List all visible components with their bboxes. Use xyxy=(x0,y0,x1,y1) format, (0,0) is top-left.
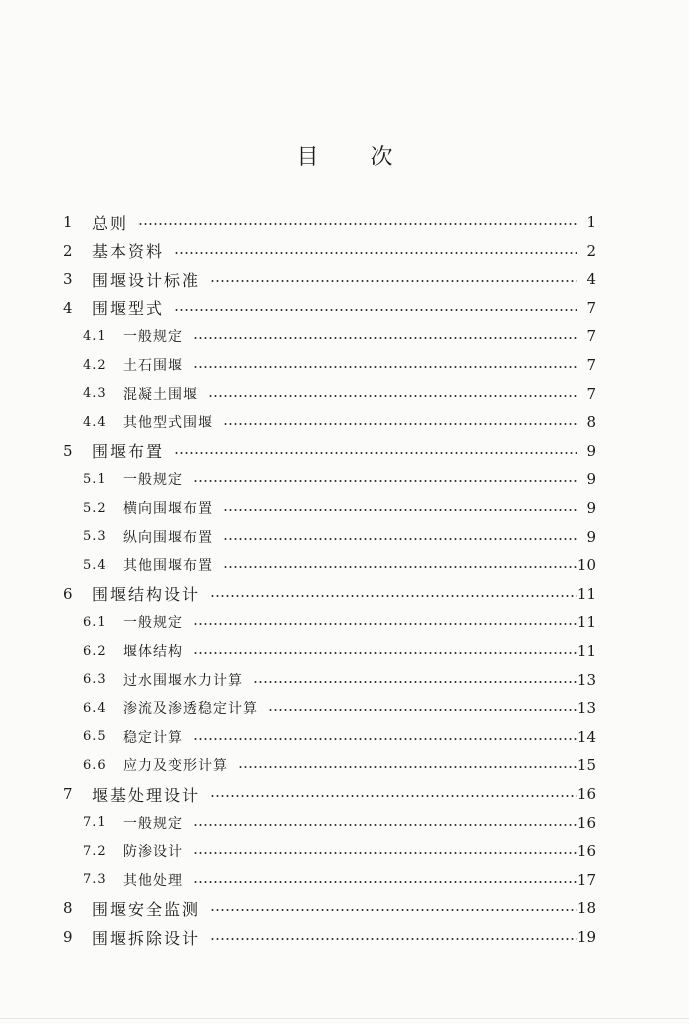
toc-entry-number: 5.4 xyxy=(83,557,107,573)
toc-entry-number: 3 xyxy=(63,270,73,289)
toc-leader-dots xyxy=(210,909,577,911)
toc-entry[interactable] xyxy=(0,380,689,408)
toc-leader-dots xyxy=(223,538,577,540)
toc-entry[interactable] xyxy=(0,551,689,579)
toc-leader-dots xyxy=(193,852,577,854)
toc-leader-dots xyxy=(210,795,577,797)
toc-entry-page: 9 xyxy=(586,470,596,489)
toc-leader-dots xyxy=(193,480,577,482)
toc-entry[interactable] xyxy=(0,294,689,322)
toc-entry-page: 10 xyxy=(576,556,596,575)
toc-entry-title: 混凝土围堰 xyxy=(123,386,198,403)
toc-entry-page: 11 xyxy=(576,584,596,603)
toc-leader-dots xyxy=(174,252,577,254)
toc-leader-dots xyxy=(193,652,577,654)
toc-entry[interactable] xyxy=(0,208,689,236)
toc-entry-number: 7 xyxy=(63,785,73,803)
toc-entry-title: 其他型式围堰 xyxy=(123,415,213,432)
toc-entry-page: 13 xyxy=(576,670,596,689)
toc-entry-number: 7.1 xyxy=(83,815,107,831)
toc-entry-number: 7.3 xyxy=(83,872,107,888)
toc-entry-page: 13 xyxy=(576,699,596,718)
page-title-char-2: 次 xyxy=(370,145,393,170)
toc-entry-page: 16 xyxy=(576,785,596,803)
toc-entry-number: 9 xyxy=(63,928,73,946)
toc-entry-number: 5.2 xyxy=(83,500,107,516)
toc-entry-number: 6.1 xyxy=(83,614,107,630)
toc-entry[interactable] xyxy=(0,408,689,436)
toc-entry-number: 5.1 xyxy=(83,471,107,487)
toc-entry-page: 4 xyxy=(586,270,596,289)
toc-entry-page: 1 xyxy=(586,213,596,231)
toc-entry-number: 4.2 xyxy=(83,357,107,373)
toc-entry[interactable] xyxy=(0,608,689,636)
toc-leader-dots xyxy=(253,681,577,683)
toc-entry[interactable] xyxy=(0,666,689,694)
toc-leader-dots xyxy=(210,280,577,282)
toc-entry-page: 7 xyxy=(586,356,596,374)
toc-entry-page: 11 xyxy=(576,613,596,632)
toc-entry-number: 6.2 xyxy=(83,643,107,659)
toc-leader-dots xyxy=(193,366,577,368)
toc-leader-dots xyxy=(193,738,577,740)
toc-entry-number: 4.3 xyxy=(83,386,107,402)
toc-entry-number: 8 xyxy=(63,899,73,918)
toc-leader-dots xyxy=(193,881,577,883)
toc-entry-page: 16 xyxy=(576,813,596,832)
toc-entry-title: 纵向围堰布置 xyxy=(123,529,213,546)
toc-entry-page: 9 xyxy=(586,499,596,517)
toc-entry-page: 18 xyxy=(576,899,596,918)
toc-entry-number: 6.3 xyxy=(83,672,107,688)
toc-leader-dots xyxy=(223,423,577,425)
page-bottom-edge xyxy=(0,1018,689,1019)
toc-leader-dots xyxy=(174,452,577,454)
toc-entry-title: 过水围堰水力计算 xyxy=(123,672,243,689)
toc-entry-page: 14 xyxy=(576,727,596,746)
toc-leader-dots xyxy=(223,566,577,568)
toc-entry[interactable] xyxy=(0,351,689,379)
toc-entry[interactable] xyxy=(0,894,689,922)
toc-entry-page: 9 xyxy=(586,527,596,546)
toc-entry-title: 横向围堰布置 xyxy=(123,501,213,517)
toc-entry-title: 防渗设计 xyxy=(123,844,183,861)
toc-entry-page: 7 xyxy=(586,384,596,403)
toc-entry-title: 围堰设计标准 xyxy=(92,270,201,290)
toc-leader-dots xyxy=(208,395,577,397)
toc-entry-title: 一般规定 xyxy=(123,472,183,489)
toc-entry[interactable] xyxy=(0,637,689,665)
toc-entry[interactable] xyxy=(0,751,689,779)
toc-entry[interactable] xyxy=(0,437,689,465)
toc-entry[interactable] xyxy=(0,523,689,551)
toc-entry-number: 6.6 xyxy=(83,757,107,773)
toc-entry-page: 2 xyxy=(586,241,596,260)
toc-leader-dots xyxy=(193,337,577,339)
toc-leader-dots xyxy=(210,595,577,597)
toc-entry-number: 4 xyxy=(63,298,73,317)
toc-entry[interactable] xyxy=(0,580,689,608)
toc-entry[interactable] xyxy=(0,837,689,865)
toc-entry-number: 6.4 xyxy=(83,700,107,716)
toc-entry[interactable] xyxy=(0,322,689,350)
toc-entry-number: 2 xyxy=(63,241,73,260)
toc-entry[interactable] xyxy=(0,866,689,894)
toc-entry-title: 其他处理 xyxy=(123,872,183,889)
toc-entry-title: 其他围堰布置 xyxy=(123,558,213,575)
toc-leader-dots xyxy=(193,824,577,826)
toc-entry-title: 围堰拆除设计 xyxy=(92,928,201,948)
toc-entry-number: 1 xyxy=(63,213,73,231)
toc-entry-page: 8 xyxy=(586,413,596,432)
toc-entry-page: 11 xyxy=(576,642,596,660)
toc-entry-title: 稳定计算 xyxy=(123,729,183,746)
toc-entry-title: 一般规定 xyxy=(123,329,183,346)
toc-entry-title: 总则 xyxy=(92,213,129,233)
toc-entry[interactable] xyxy=(0,809,689,837)
toc-entry-title: 围堰结构设计 xyxy=(92,585,201,605)
toc-entry-title: 堰体结构 xyxy=(123,644,183,660)
toc-entry-number: 4.1 xyxy=(83,328,107,344)
toc-entry-title: 堰基处理设计 xyxy=(92,785,201,805)
toc-leader-dots xyxy=(210,938,577,940)
toc-entry-page: 17 xyxy=(576,870,596,889)
toc-leader-dots xyxy=(138,223,577,225)
toc-entry-page: 9 xyxy=(586,441,596,460)
toc-entry-title: 应力及变形计算 xyxy=(123,758,228,775)
toc-entry-title: 基本资料 xyxy=(92,242,165,262)
toc-entry[interactable] xyxy=(0,465,689,493)
toc-entry[interactable] xyxy=(0,265,689,293)
toc-entry[interactable] xyxy=(0,494,689,522)
toc-entry-title: 一般规定 xyxy=(123,815,183,832)
toc-entry-title: 一般规定 xyxy=(123,615,183,632)
toc-entry-number: 5 xyxy=(63,441,73,460)
toc-leader-dots xyxy=(193,623,577,625)
toc-entry-page: 7 xyxy=(586,298,596,317)
toc-entry-title: 渗流及渗透稳定计算 xyxy=(123,701,258,718)
page-title xyxy=(0,140,689,171)
toc-leader-dots xyxy=(174,309,577,311)
toc-entry-title: 土石围堰 xyxy=(123,358,183,374)
toc-leader-dots xyxy=(238,766,577,768)
toc-entry[interactable] xyxy=(0,923,689,951)
toc-entry-page: 19 xyxy=(576,928,596,946)
toc-leader-dots xyxy=(268,709,577,711)
toc-entry-page: 15 xyxy=(576,756,596,775)
toc-entry[interactable] xyxy=(0,237,689,265)
toc-leader-dots xyxy=(223,509,577,511)
toc-entry-page: 16 xyxy=(576,842,596,861)
toc-entry-number: 4.4 xyxy=(83,414,107,430)
toc-entry-title: 围堰布置 xyxy=(92,442,165,462)
toc-entry-title: 围堰型式 xyxy=(92,299,165,319)
toc-entry-title: 围堰安全监测 xyxy=(92,899,201,919)
toc-entry[interactable] xyxy=(0,723,689,751)
toc-entry-number: 6.5 xyxy=(83,729,107,745)
toc-entry-number: 7.2 xyxy=(83,843,107,859)
toc-entry-number: 5.3 xyxy=(83,529,107,545)
toc-entry-page: 7 xyxy=(586,327,596,346)
page-title-char-1: 目 xyxy=(296,145,319,170)
toc-entry[interactable] xyxy=(0,780,689,808)
toc-entry-number: 6 xyxy=(63,584,73,603)
toc-entry[interactable] xyxy=(0,694,689,722)
